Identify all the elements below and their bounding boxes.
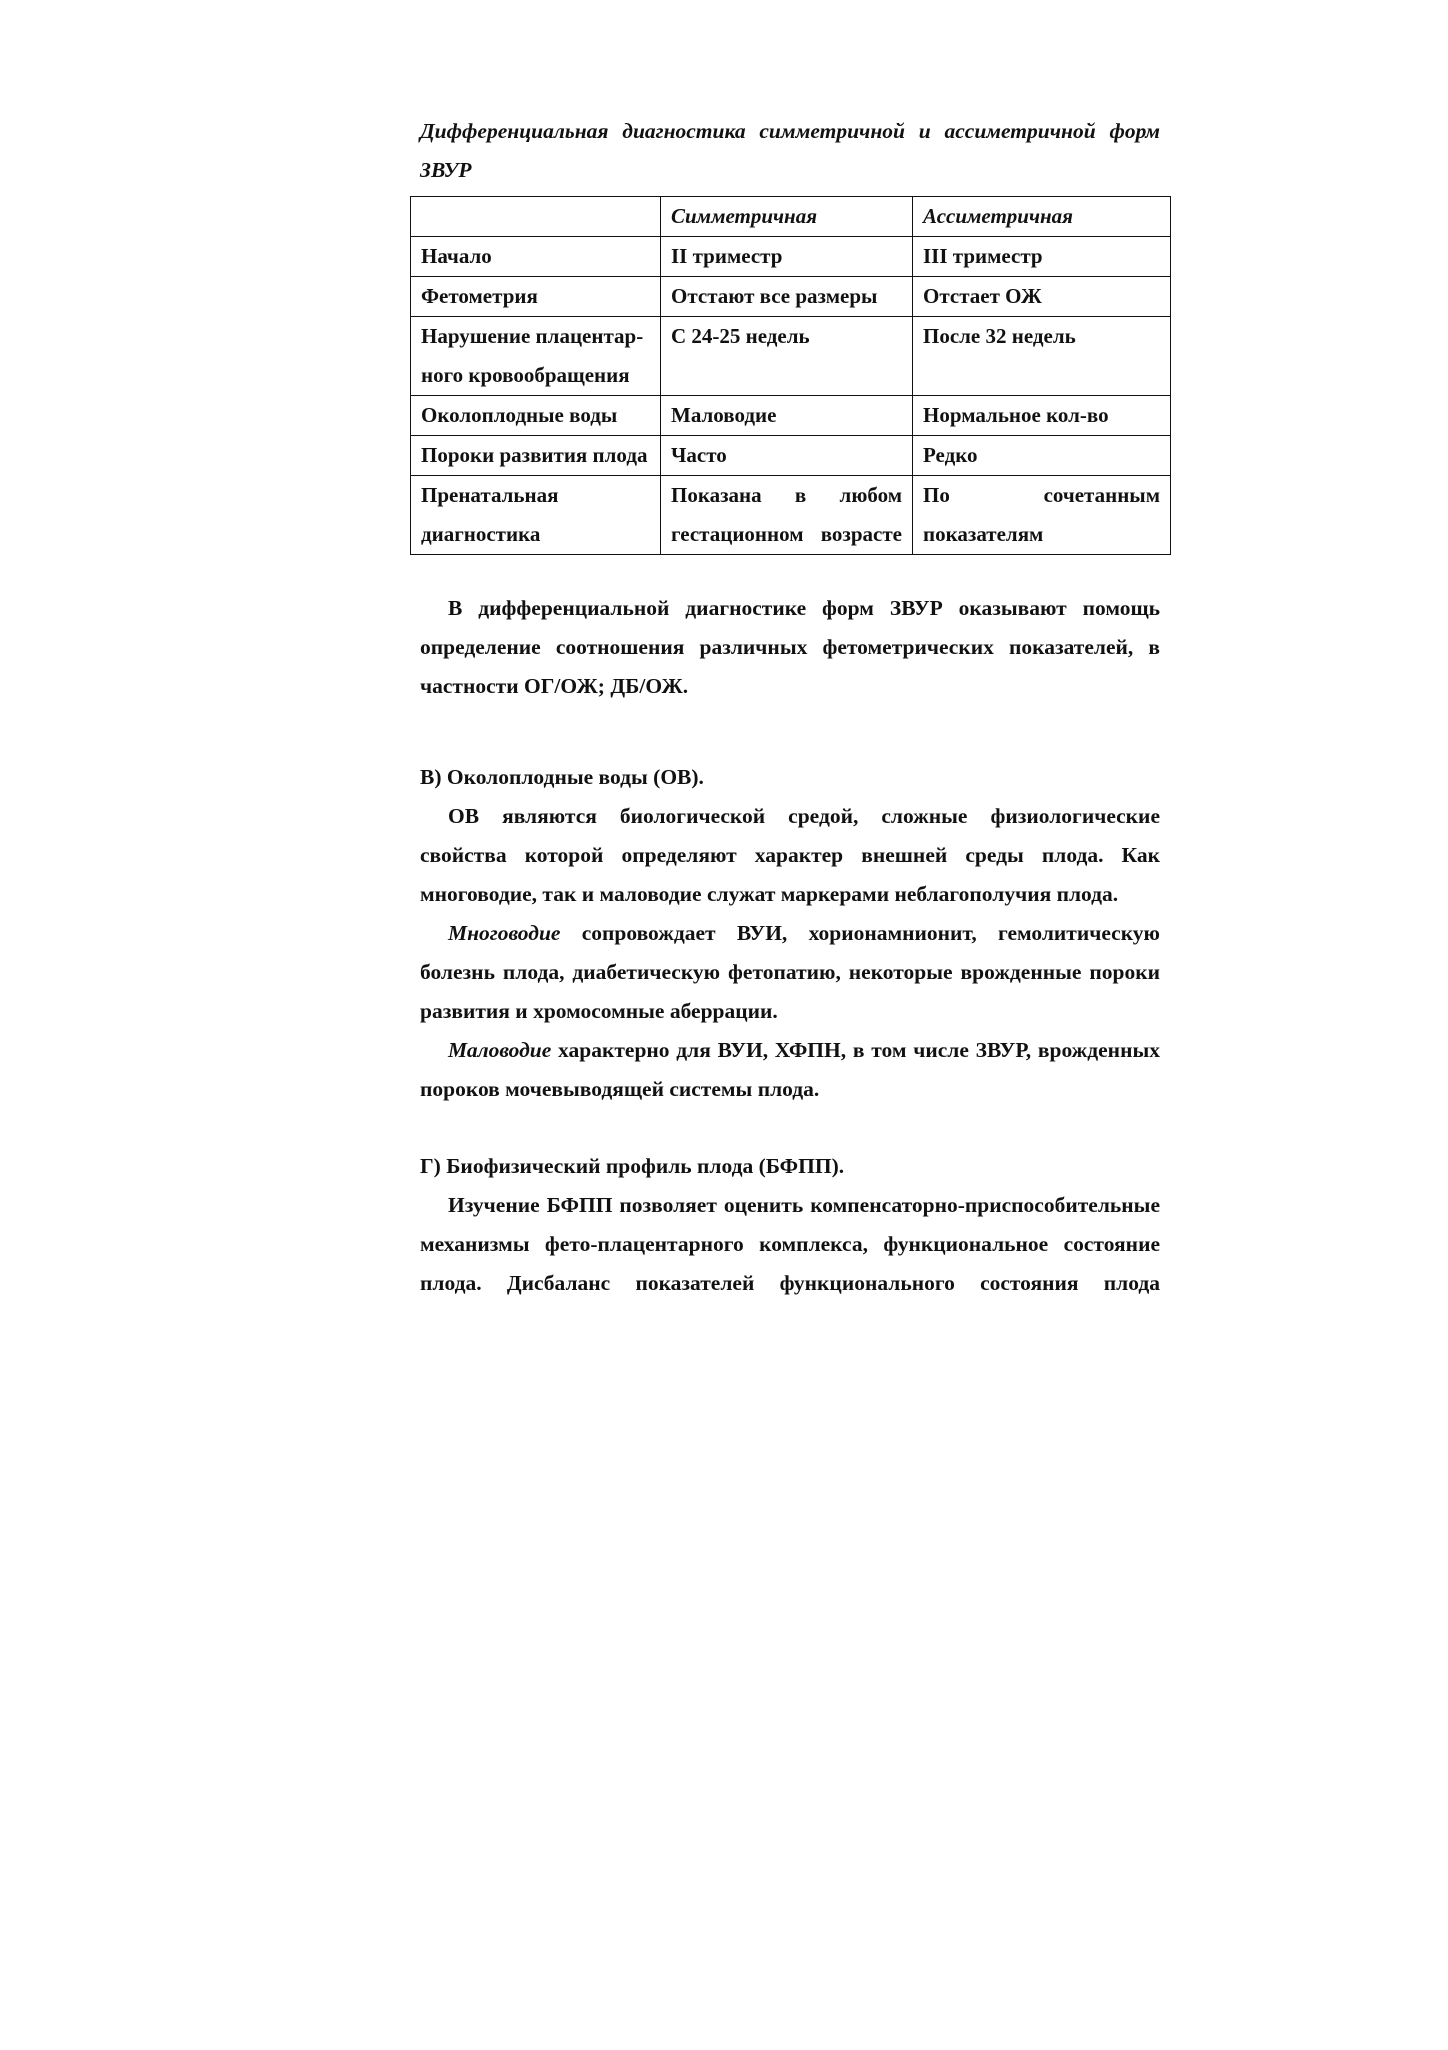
table-header-row: [411, 197, 1171, 237]
paragraph-oligohydramnios: [420, 1031, 1160, 1109]
table-cell: Отстают все размеры: [661, 277, 913, 317]
table-cell: После 32 недель: [913, 317, 1171, 396]
term-oligohydramnios: Маловодие: [448, 1038, 552, 1062]
table-cell: Нормальное кол-во: [913, 396, 1171, 436]
table-cell: Пренатальная диагностика: [411, 476, 661, 555]
paragraph-text: сопровождает ВУИ, хорионамнионит, гемолитическую болезнь плода, диабетическую фетопатию, некоторые врожденные пороки развития и хромосомные аберрации.: [420, 921, 1160, 1023]
paragraph-text: характерно для ВУИ, ХФПН, в том числе ЗВУР, врожденных пороков мочевыводящей системы плода.: [420, 1038, 1160, 1101]
table-header-cell: [411, 197, 661, 237]
paragraph-amniotic-fluid: ОВ являются биологической средой, сложные физиологические свойства которой определяют характер внешней среды плода. Как многоводие, так и маловодие служат маркерами неблагополучия плода.: [420, 804, 1160, 906]
table-cell: Часто: [661, 436, 913, 476]
table-row: [411, 317, 1171, 396]
paragraph-diagnostics: В дифференциальной диагностике форм ЗВУР оказывают помощь определение соотношения различных фетометрических показателей, в частности ОГ/ОЖ; ДБ/ОЖ.: [420, 596, 1160, 698]
paragraph-polyhydramnios: [420, 914, 1160, 1031]
table-header-cell: Ассиметричная: [913, 197, 1171, 237]
table-cell: III триместр: [913, 237, 1171, 277]
section-heading-amniotic-fluid: В) Околоплодные воды (ОВ).: [420, 765, 704, 789]
table-cell: Нарушение плацентар-ного кровообращения: [411, 317, 661, 396]
page-content: [420, 112, 1160, 1303]
table-row: [411, 396, 1171, 436]
table-cell: Редко: [913, 436, 1171, 476]
table-cell: Околоплодные воды: [411, 396, 661, 436]
table-header-cell: Симметричная: [661, 197, 913, 237]
table-row: [411, 476, 1171, 555]
section-heading-biophysical-profile: Г) Биофизический профиль плода (БФПП).: [420, 1154, 845, 1178]
table-cell: По сочетанным показателям: [913, 476, 1171, 555]
table-cell: Пороки развития плода: [411, 436, 661, 476]
table-row: [411, 436, 1171, 476]
table-title: Дифференциальная диагностика симметричной и ассиметричной форм ЗВУР: [420, 119, 1160, 182]
table-cell: Маловодие: [661, 396, 913, 436]
table-row: [411, 237, 1171, 277]
table-cell: Фетометрия: [411, 277, 661, 317]
table-row: [411, 277, 1171, 317]
table-cell: Начало: [411, 237, 661, 277]
paragraph-biophysical-profile: Изучение БФПП позволяет оценить компенсаторно-приспособительные механизмы фето-плацентарного комплекса, функциональное состояние плода. Дисбаланс показателей функционального состояния плода: [420, 1193, 1160, 1295]
table-cell: Отстает ОЖ: [913, 277, 1171, 317]
table-cell: II триместр: [661, 237, 913, 277]
table-cell: Показана в любом гестационном возрасте: [661, 476, 913, 555]
term-polyhydramnios: Многоводие: [448, 921, 561, 945]
table-cell: С 24-25 недель: [661, 317, 913, 396]
differential-table: [410, 196, 1171, 555]
